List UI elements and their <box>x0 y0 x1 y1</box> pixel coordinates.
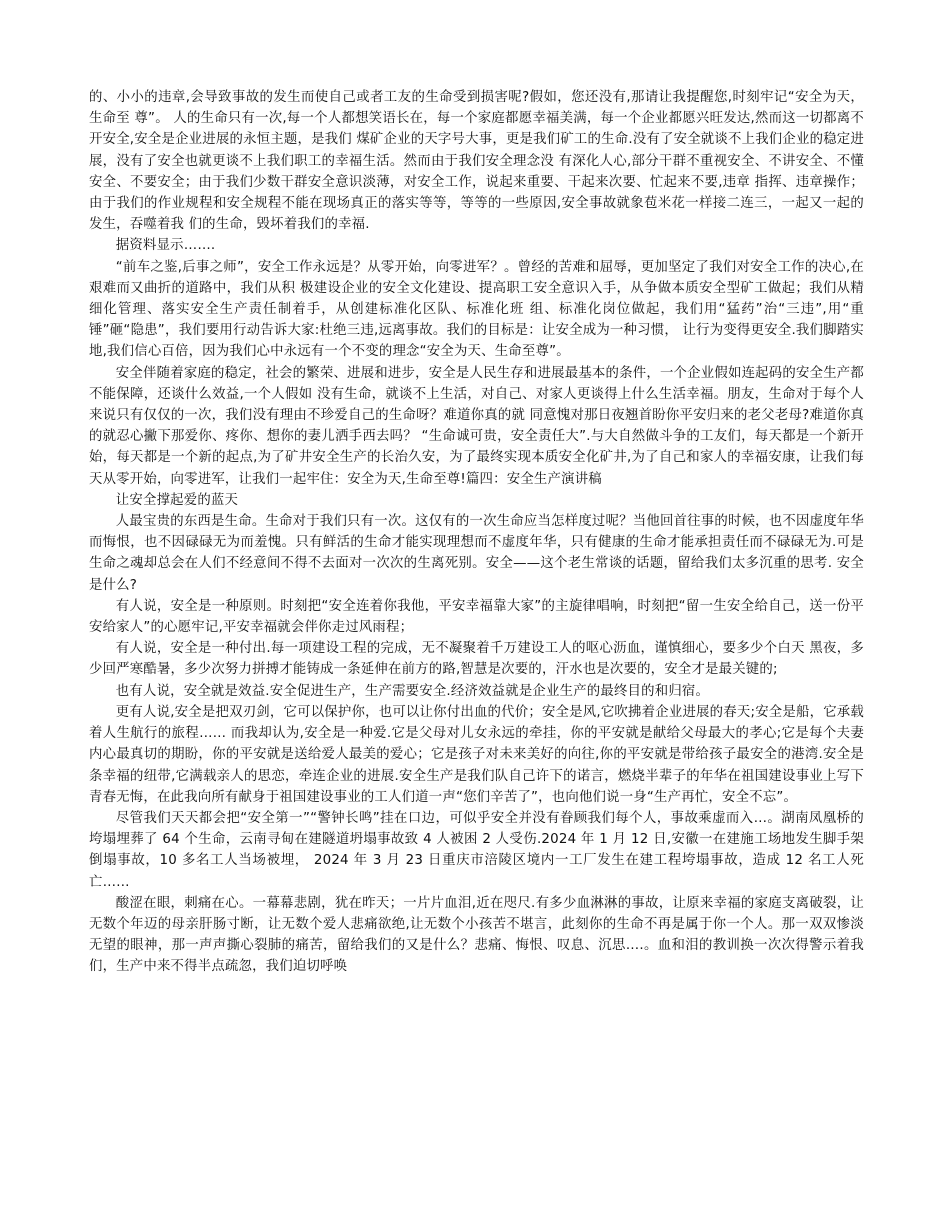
paragraph-12: 酸涩在眼，刺痛在心。一幕幕悲剧，犹在昨天；一片片血泪,近在咫尺.有多少血淋淋的事故，让原来幸福的家庭支离破裂，让无数个年迈的母亲肝肠寸断，让无数个爱人悲痛欲绝,让无数个小孩苦不堪言，此刻你的生命不再是属于你一个人。那一双双惨淡无望的眼神，那一声声撕心裂肺的痛苦，留给我们的又是什么？悲痛、悔恨、叹息、沉思….。血和泪的教训换一次次得警示着我们，生产中来不得半点疏忽，我们迫切呼唤 <box>89 895 864 975</box>
paragraph-7: 有人说，安全是一种原则。时刻把“安全连着你我他，平安幸福靠大家”的主旋律唱响，时刻把“留一生安全给自己，送一份平安给家人”的心愿牢记,平安幸福就会伴你走过风雨程； <box>89 598 864 636</box>
paragraph-9: 也有人说，安全就是效益.安全促进生产，生产需要安全.经济效益就是企业生产的最终目的和归宿。 <box>115 683 710 699</box>
paragraph-3: “前车之鉴,后事之师”，安全工作永远是？从零开始，向零进军？。曾经的苦难和屈辱，更加坚定了我们对安全工作的决心,在艰难而又曲折的道路中，我们从积 极建设企业的安全文化建设、提高职工安全意识入手，从争做本质安全型矿工做起；我们从精细化管理、落实安全生产责任制着手，从创建标准化区队、标准化班 组、标准化岗位做起，我们用“猛药”治“三违”,用“重锤”砸“隐患”，我们要用行动告诉大家:杜绝三违,远离事故。我们的目标是：让安全成为一种习惯， 让行为变得更安全.我们脚踏实地,我们信心百倍，因为我们心中永远有一个不变的理念“安全为天、生命至尊”。 <box>89 259 864 360</box>
paragraph-4: 安全伴随着家庭的稳定，社会的繁荣、进展和进步，安全是人民生存和进展最基本的条件，一个企业假如连起码的安全生产都不能保障，还谈什么效益,一个人假如 没有生命，就谈不上生活，对自己、对家人更谈得上什么生活幸福。朋友，生命对于每个人来说只有仅仅的一次，我们没有理由不珍爱自己的生命呀？难道你真的就 同意愧对那日夜翘首盼你平安归来的老父老母?难道你真的就忍心撇下那爱你、疼你、想你的妻儿洒手西去吗？ “生命诚可贵，安全责任大”.与大自然做斗争的工友们，每天都是一个新开始，每天都是一个新的起点,为了矿井安全生产的长治久安，为了最终实现本质安全化矿井,为了自己和家人的幸福安康，让我们每天从零开始，向零进军，让我们一起牢住：安全为天,生命至尊!篇四：安全生产演讲稿 <box>89 365 864 487</box>
paragraph-1: 的、小小的违章,会导致事故的发生而使自己或者工友的生命受到损害呢?假如，您还没有,那请让我提醒您,时刻牢记“安全为天，生命至 尊”。 人的生命只有一次,每一个人都想笑语长在，每一个家庭都愿幸福美满，每一个企业都愿兴旺发达,然而这一切都离不开安全,安全是企业进展的永恒主题，是我们 煤矿企业的天字号大事，更是我们矿工的生命.没有了安全就谈不上我们企业的稳定进展，没有了安全也就更谈不上我们职工的幸福生活。然而由于我们安全理念没 有深化人心,部分干群不重视安全、不讲安全、不懂安全、不要安全；由于我们少数干群安全意识淡薄，对安全工作，说起来重要、干起来次要、忙起来不要,违章 指挥、违章操作；由于我们的作业规程和安全规程不能在现场真正的落实等等，等等的一些原因,安全事故就象苞米花一样接二连三，一起又一起的发生，吞噬着我 们的生命，毁坏着我们的幸福. <box>89 90 864 233</box>
document-body <box>89 87 864 978</box>
section-title: 让安全撑起爱的蓝天 <box>115 492 239 508</box>
paragraph-11: 尽管我们天天都会把“安全第一”“警钟长鸣”挂在口边，可似乎安全并没有眷顾我们每个人，事故乘虚而入…。湖南凤凰桥的垮塌埋葬了 64 个生命，云南寻甸在建隧道坍塌事故致 4 人被困 2 人受伤.2024 年 1 月 12 日,安徽一在建施工场地发生脚手架倒塌事故，10 多名工人当场被埋， 2024 年 3 月 23 日重庆市涪陵区境内一工厂发生在建工程垮塌事故，造成 12 名工人死亡…… <box>89 810 864 890</box>
paragraph-8: 有人说，安全是一种付出.每一项建设工程的完成，无不凝聚着千万建设工人的呕心沥血，谨慎细心，要多少个白天 黑夜，多少回严寒酷暑，多少次努力拼搏才能铸成一条延伸在前方的路,智慧是次要的，汗水也是次要的，安全才是最关键的; <box>89 641 864 678</box>
paragraph-6: 人最宝贵的东西是生命。生命对于我们只有一次。这仅有的一次生命应当怎样度过呢？当他回首往事的时候，也不因虚度年华而悔恨，也不因碌碌无为而羞愧。只有鲜活的生命才能实现理想而不虚度年华，只有健康的生命才能承担责任而不碌碌无为.可是生命之魂却总会在人们不经意间不得不去面对一次次的生离死别。安全——这个老生常谈的话题，留给我们太多沉重的思考. 安全是什么? <box>89 514 864 593</box>
paragraph-10: 更有人说,安全是把双刃剑，它可以保护你，也可以让你付出血的代价；安全是风,它吹拂着企业进展的春天;安全是船，它承载着人生航行的旅程…… 而我却认为,安全是一种爱.它是父母对儿女永远的牵挂，你的平安就是献给父母最大的孝心;它是每个夫妻内心最真切的期盼，你的平安就是送给爱人最美的爱心；它是孩子对未来美好的向往,你的平安就是带给孩子最安全的港湾.安全是条幸福的纽带,它满载亲人的思恋，牵连企业的进展.安全生产是我们队自己许下的诺言，燃烧半辈子的年华在祖国建设事业上写下青春无悔，在此我向所有献身于祖国建设事业的工人们道一声“您们辛苦了”，也向他们说一身“生产再忙，安全不忘”。 <box>89 704 864 805</box>
paragraph-2: 据资料显示……. <box>115 238 216 254</box>
